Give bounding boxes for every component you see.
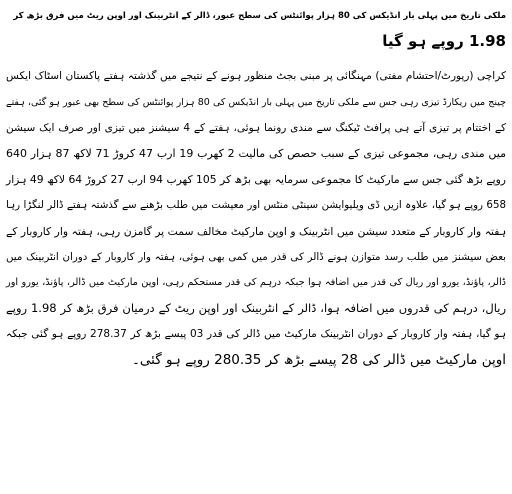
article-line-2: چینج میں ریکارڈ تیزی رہی جس سے ملکی تاریخ میں پہلی بار انڈیکس کی 80 ہزار پوائنٹس کی سطح بھی عبور ہو گئی، ہفتے (6, 96, 506, 108)
headline-line-2: 1.98 روپے ہو گیا (382, 32, 506, 50)
article-line-10: ریال، درہم کی قدروں میں اضافہ ہوا، ڈالر کے انٹربینک اور اوپن ریٹ کے درمیان فرق بڑھ کر 1.98 روپے (6, 301, 506, 316)
article-line-11: ہو گیا، ہفتہ وار کاروبار کے دوران انٹربینک مارکیٹ میں ڈالر کی قدر 03 پیسے بڑھ کر 278.37 روپے ہو گئی جبکہ (6, 327, 506, 340)
article-line-3: کے اختتام پر تیزی آتے ہی پرافٹ ٹیکنگ سے مندی رونما ہوئی، ہفتے کے 4 سیشنز میں تیزی اور صرف ایک سیشن (6, 121, 507, 134)
article-line-5: روپے بڑھ گئی جس سے مارکیٹ کا مجموعی سرمایہ بھی بڑھ کر 105 کھرب 94 ارب 27 کروڑ 64 لاکھ 49 ہزار (6, 173, 506, 187)
article-line-9: ڈالر، پاؤنڈ، یورو اور ریال کی قدر میں اضافہ ہوا جبکہ درہم کی قدر مستحکم رہی، اوپن مارکیٹ میں ڈالر، پاؤنڈ، یورو اور (6, 277, 506, 289)
article-line-1: کراچی (رپورٹ/احتشام مفتی) مہنگائی پر مبنی بجٹ منظور ہونے کے نتیجے میں گذشتہ ہفتے پاکستان اسٹاک ایکس (6, 70, 506, 82)
article-body (6, 64, 506, 374)
article-line-8: بعض سیشنز میں طلب رسد متوازن ہونے ڈالر کی قدر میں کمی بھی ہوئی، ہفتہ وار کاروبار کے دوران انٹربینک میں (6, 250, 506, 263)
article-line-6: 658 روپے ہو گیا، علاوہ ازیں ڈی ویلیوایشن سینٹی منٹس اور معیشت میں طلب بڑھنے سے گذشتہ ہفتے ڈالر لنگڑا رہا (6, 198, 506, 211)
article-line-7: ہفتہ وار کاروبار کے متعدد سیشن میں انٹربینک و اوپن مارکیٹ مخالف سمت پر گامزن رہی، ہفتہ وار کاروبار کے (6, 224, 506, 238)
headline-line-1: ملکی تاریخ میں پہلی بار انڈیکس کی 80 ہزار پوائنٹس کی سطح عبور، ڈالر کے انٹربینک اور اوپن ریٹ میں فرق بڑھ کر (13, 11, 506, 21)
headline (6, 4, 506, 54)
article-line-12: اوپن مارکیٹ میں ڈالر کی 28 پیسے بڑھ کر 280.35 روپے ہو گئی۔ (131, 351, 506, 368)
article-line-4: میں مندی رہی، مجموعی تیزی کے سبب حصص کی مالیت 2 کھرب 19 ارب 47 کروڑ 71 لاکھ 87 ہزار 640 (6, 147, 506, 161)
